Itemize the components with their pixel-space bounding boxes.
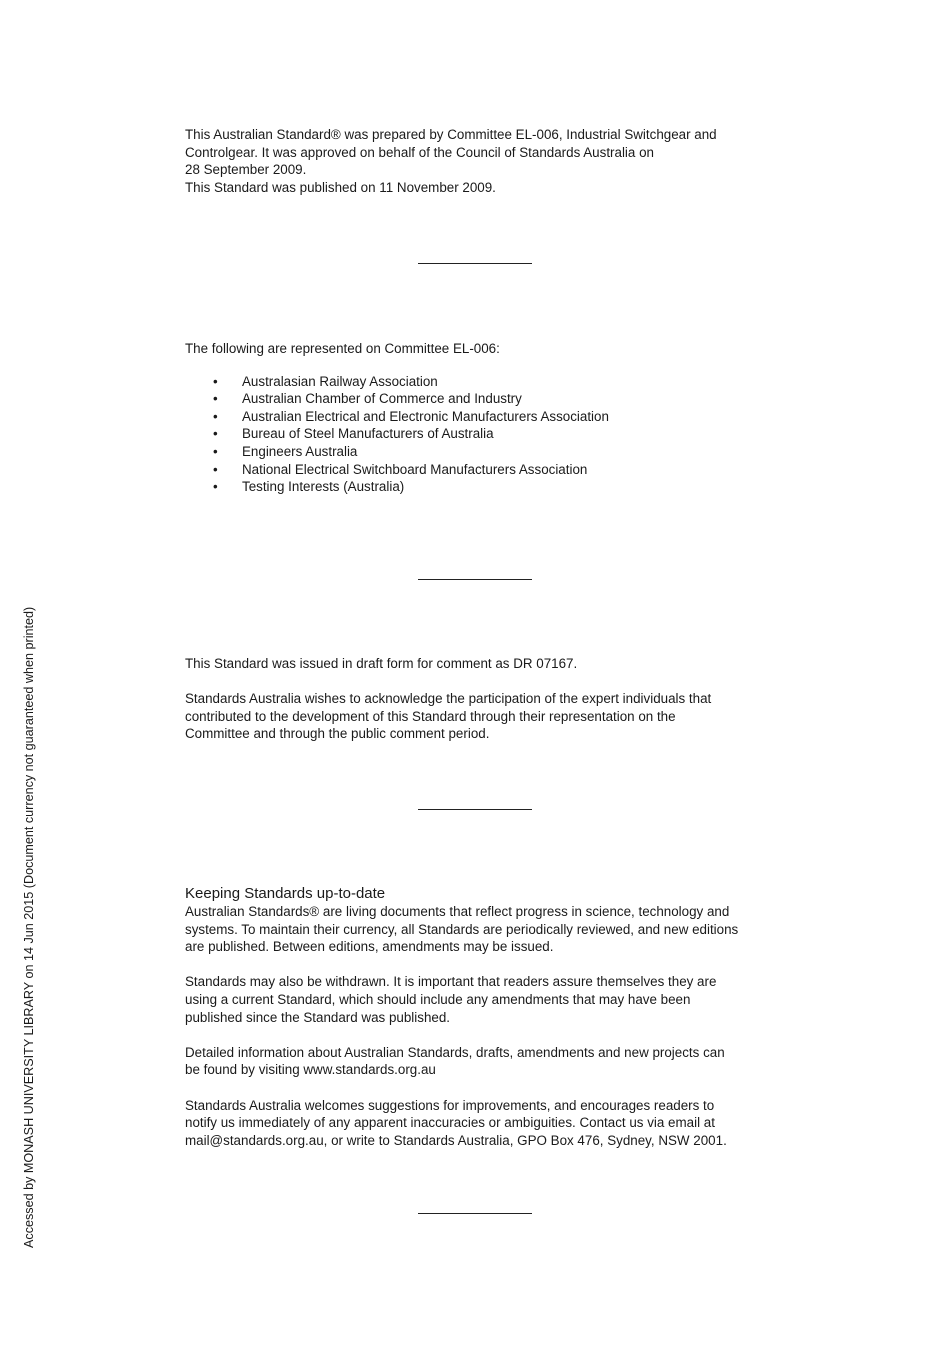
member-name: Australian Electrical and Electronic Manufacturers Association <box>242 408 609 424</box>
paragraph-line: be found by visiting www.standards.org.au <box>185 1062 436 1078</box>
committee-member-list <box>185 373 775 496</box>
paragraph-line: notify us immediately of any apparent inaccuracies or ambiguities. Contact us via email at <box>185 1115 715 1131</box>
list-item <box>185 408 775 426</box>
paragraph-line: Standards may also be withdrawn. It is important that readers assure themselves they are <box>185 974 717 990</box>
keeping-standards-section <box>185 885 775 1149</box>
acknowledgement-line: Standards Australia wishes to acknowledge the participation of the expert individuals that <box>185 691 712 707</box>
section-divider <box>418 263 532 264</box>
acknowledgement-line: Committee and through the public comment period. <box>185 726 490 742</box>
list-item <box>185 425 775 443</box>
paragraph-line: published since the Standard was published. <box>185 1009 451 1025</box>
member-name: Australian Chamber of Commerce and Industry <box>242 391 522 407</box>
list-item <box>185 390 775 408</box>
bullet-icon: • <box>213 443 218 459</box>
bullet-icon: • <box>213 391 218 407</box>
section-heading: Keeping Standards up-to-date <box>185 885 386 902</box>
bullet-icon: • <box>213 461 218 477</box>
publication-line: This Standard was published on 11 November 2009. <box>185 179 496 195</box>
draft-issued-statement: This Standard was issued in draft form for comment as DR 07167. <box>185 656 578 671</box>
section-divider <box>418 1213 532 1214</box>
section-divider <box>418 809 532 810</box>
paragraph-line: systems. To maintain their currency, all Standards are periodically reviewed, and new editions <box>185 921 739 937</box>
bullet-icon: • <box>213 408 218 424</box>
preparation-statement <box>185 126 775 196</box>
preparation-line: 28 September 2009. <box>185 162 307 178</box>
section-divider <box>418 579 532 580</box>
paragraph-line: using a current Standard, which should include any amendments that may have been <box>185 991 691 1007</box>
paragraph <box>185 1097 775 1150</box>
preparation-line: This Australian Standard® was prepared by Committee EL-006, Industrial Switchgear and <box>185 127 717 142</box>
paragraph-line: Australian Standards® are living documents that reflect progress in science, technology and <box>185 904 730 919</box>
member-name: Australasian Railway Association <box>242 373 438 389</box>
acknowledgement-line: contributed to the development of this Standard through their representation on the <box>185 708 676 724</box>
paragraph-line: mail@standards.org.au, or write to Standards Australia, GPO Box 476, Sydney, NSW 2001. <box>185 1132 727 1148</box>
member-name: Bureau of Steel Manufacturers of Australia <box>242 426 494 442</box>
bullet-icon: • <box>213 373 218 389</box>
committee-section <box>185 340 775 496</box>
list-item <box>185 443 775 461</box>
committee-intro: The following are represented on Committee EL-006: <box>185 341 500 356</box>
paragraph <box>185 1044 775 1079</box>
preparation-line: Controlgear. It was approved on behalf of the Council of Standards Australia on <box>185 144 654 160</box>
bullet-icon: • <box>213 426 218 442</box>
member-name: Engineers Australia <box>242 443 358 459</box>
bullet-icon: • <box>213 479 218 495</box>
paragraph-line: Detailed information about Australian Standards, drafts, amendments and new projects can <box>185 1044 725 1060</box>
list-item <box>185 461 775 479</box>
member-name: National Electrical Switchboard Manufacturers Association <box>242 461 588 477</box>
paragraph <box>185 903 775 956</box>
paragraph <box>185 973 775 1026</box>
list-item <box>185 373 775 391</box>
acknowledgement-paragraph <box>185 690 775 743</box>
access-watermark: Accessed by MONASH UNIVERSITY LIBRARY on 14 Jun 2015 (Document currency not guaranteed when printed) <box>22 606 36 1248</box>
paragraph-line: are published. Between editions, amendments may be issued. <box>185 939 554 955</box>
paragraph-line: Standards Australia welcomes suggestions for improvements, and encourages readers to <box>185 1097 715 1113</box>
draft-section <box>185 655 775 743</box>
list-item <box>185 478 775 496</box>
member-name: Testing Interests (Australia) <box>242 479 405 495</box>
